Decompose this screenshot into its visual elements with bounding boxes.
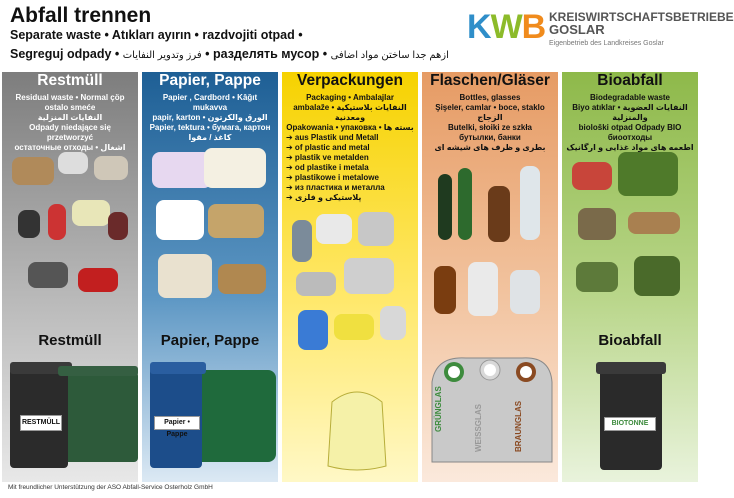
subtitle-ar: فرز وتدوير النفايات [122,50,202,61]
column-description [426,93,554,153]
desc-line: Biodegradable waste [589,93,671,102]
desc-line: بطری و ظرف های شیشه ای [434,143,546,152]
bio-items-image [568,152,692,322]
desc-line: биоотходы [607,133,653,142]
header [0,0,734,68]
column-title: Verpackungen [297,72,403,89]
desc-line: Biyo atıklar • النفايات العضوية والمنزلية [572,103,688,122]
list-item: ➔ aus Plastik und Metall [286,133,379,142]
desc-line: ostalo smeće [44,103,96,112]
glass-items-image [428,166,552,346]
column-title: Restmüll [37,72,103,89]
column-description [566,93,694,153]
material-list [286,133,414,203]
footer-credit: Mit freundlicher Unterstützung der ASO Abfall-Service Osterholz GmbH [8,484,213,491]
column-verpackungen [282,72,418,482]
list-item: ➔ of plastic and metal [286,143,370,152]
subtitle-line-1: Separate waste • Atıkları ayırın • razdvojiti otpad • [10,28,303,42]
desc-line: Şişeler, camlar • boce, staklo [435,103,545,112]
desc-line: الزجاج [477,113,503,122]
list-item: ➔ plastikowe i metalowe [286,173,379,182]
desc-line: النفايات المنزلية [37,113,103,122]
desc-line: ambalaže • النفايات بلاستيكية ومعدنية [293,103,407,122]
desc-line: Opakowania • упаковка • بسته ها [286,123,414,132]
subtitle-pl: Segreguj odpady • [10,47,120,61]
desc-line: Packaging • Ambalajlar [306,93,394,102]
subtitle-ru: • разделять мусор • [205,47,328,61]
desc-line: бутылки, банки [459,133,521,142]
column-lower-title: Restmüll [38,332,102,349]
bin-label: BIOTONNE [604,417,656,431]
column-lower-title: Bioabfall [598,332,662,349]
glass-label-green: GRÜNGLAS [434,386,443,432]
list-item: ➔ od plastike i metala [286,163,369,172]
desc-line: Butelki, słoiki ze szkła [447,123,533,132]
desc-line: Bottles, glasses [459,93,521,102]
column-papier [142,72,278,482]
page-title: Abfall trennen [10,4,152,27]
glass-labels [434,386,544,462]
subtitle-fa: ازهم جدا ساختن مواد اضافی [330,50,449,61]
column-description [286,93,414,203]
desc-line: Residual waste • Normal çöp [15,93,125,102]
subtitle-line-2 [10,47,449,61]
desc-line: Odpady niedające się przetworzyć [29,123,111,142]
yellow-bag-icon [322,382,392,472]
desc-line: Papier , Cardbord • Kâğıt mukavva [162,93,258,112]
desc-line: اطعمه های مواد غذایی و ارگانیک [566,143,694,152]
list-item: ➔ پلاستیکی و فلزی [286,193,362,202]
kwb-letters [467,8,545,47]
glass-label-brown: BRAUNGLAS [514,400,523,452]
column-title: Flaschen/Gläser [430,72,550,89]
list-item: ➔ из пластика и металла [286,183,385,192]
list-item: ➔ plastik ve metalden [286,153,369,162]
glass-label-white: WEISSGLAS [474,403,483,452]
column-description [146,93,274,143]
column-restmuell [2,72,138,482]
logo-line-1: KREISWIRTSCHAFTSBETRIEBE [549,10,734,24]
kwb-logo [467,8,734,56]
desc-line: کاغذ / مقوا [188,133,232,142]
column-lower-title: Papier, Pappe [160,332,260,349]
bin-label: Papier • Pappe [154,416,200,430]
logo-w: W [490,8,522,46]
desc-line: biološki otpad Odpady BIO [578,123,682,132]
column-bioabfall [562,72,698,482]
column-title: Papier, Pappe [159,72,261,89]
residual-items-image [8,152,132,322]
column-description [6,93,134,153]
logo-b: B [521,8,546,46]
bin-label: RESTMÜLL [20,415,62,431]
logo-k: K [467,8,491,46]
paper-items-image [148,144,272,324]
desc-line: остаточные отходы • اشغال [14,143,126,152]
logo-line-2: GOSLAR [549,22,605,37]
desc-line: Papier, tektura • бумага, картон [149,123,271,132]
packaging-items-image [288,210,412,380]
logo-line-3: Eigenbetrieb des Landkreises Goslar [549,40,664,47]
column-title: Bioabfall [597,72,663,89]
column-glas [422,72,558,482]
desc-line: papir, karton • الورق والكرتون [152,113,268,122]
